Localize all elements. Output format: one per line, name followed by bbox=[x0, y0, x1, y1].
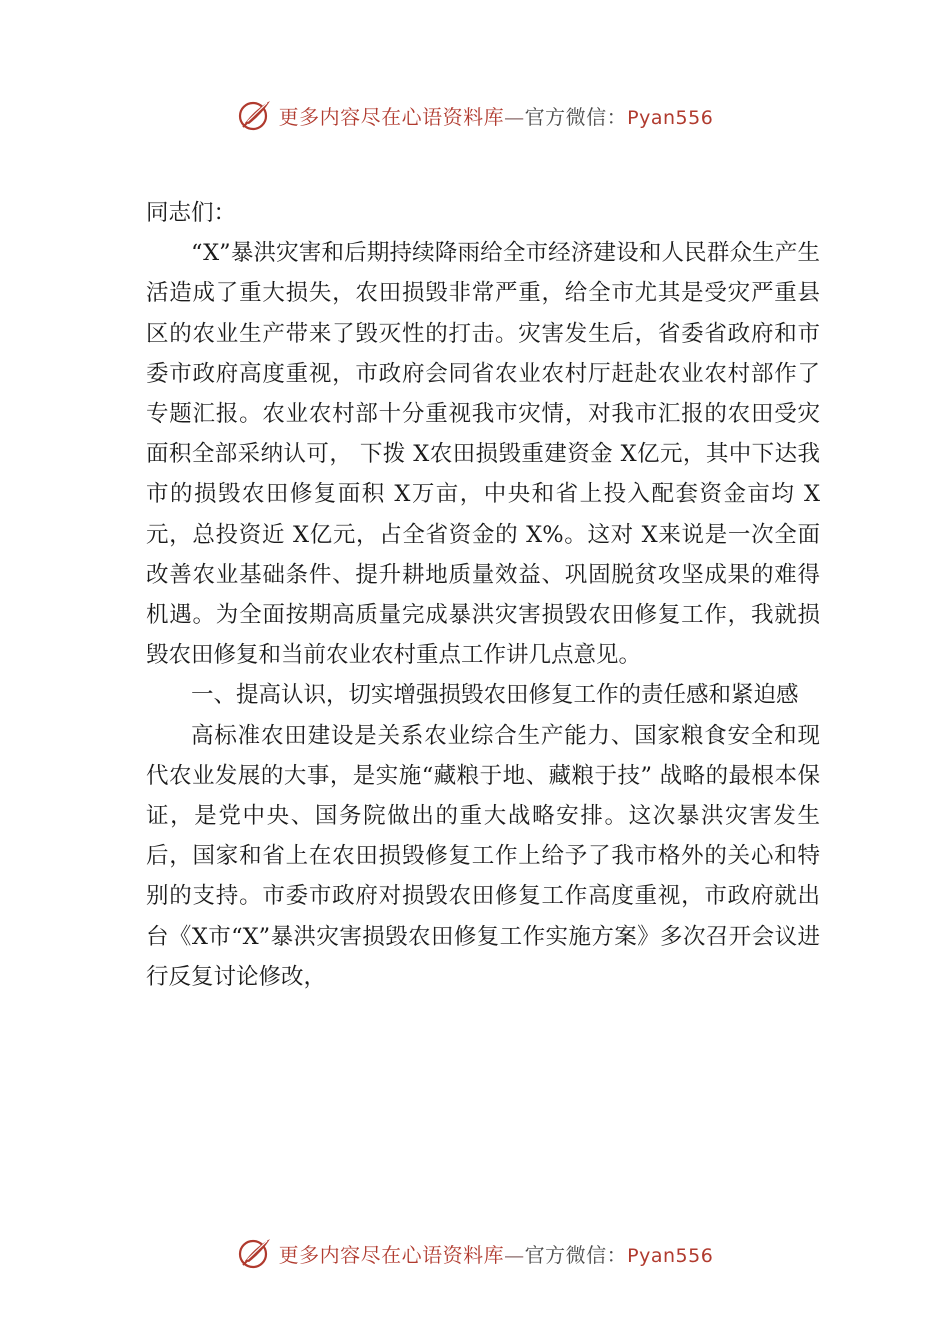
footer-watermark bbox=[0, 1233, 950, 1273]
watermark-brand: 更多内容尽在心语资料库 bbox=[278, 1242, 505, 1267]
paragraph-body: 高标准农田建设是关系农业综合生产能力、国家粮食安全和现代农业发展的大事，是实施“藏粮于地、藏粮于技” 战略的最根本保证，是党中央、国务院做出的重大战略安排。这次暴洪灾害发生后，国家和省上在农田损毁修复工作上给予了我市格外的关心和特别的支持。市委市政府对损毁农田修复工作高度重视，市政府就出台《X市“X”暴洪灾害损毁农田修复工作实施方案》多次召开会议进行反复讨论修改， bbox=[146, 722, 820, 990]
salutation: 同志们： bbox=[146, 200, 237, 226]
header-watermark bbox=[0, 95, 950, 135]
watermark-text bbox=[279, 1239, 714, 1268]
watermark-brand: 更多内容尽在心语资料库 bbox=[278, 104, 505, 129]
watermark-separator: — bbox=[504, 1242, 525, 1267]
watermark-separator: — bbox=[504, 104, 525, 129]
watermark-wechat-id: Pyan556 bbox=[627, 1244, 714, 1267]
watermark-group bbox=[237, 1235, 714, 1271]
quill-circle-logo-icon bbox=[237, 97, 273, 133]
section-heading: 一、提高认识，切实增强损毁农田修复工作的责任感和紧迫感 bbox=[191, 682, 799, 709]
watermark-text bbox=[279, 101, 714, 130]
watermark-group bbox=[237, 97, 714, 133]
paragraph-intro: “X”暴洪灾害和后期持续降雨给全市经济建设和人民群众生产生活造成了重大损失，农田损毁非常严重，给全市尤其是受灾严重县区的农业生产带来了毁灭性的打击。灾害发生后，省委省政府和市委市政府高度重视，市政府会同省农业农村厅赶赴农业农村部作了专题汇报。农业农村部十分重视我市灾情，对我市汇报的农田受灾面积全部采纳认可， 下拨 X农田损毁重建资金 X亿元，其中下达我市的损毁农田修复面积 X万亩，中央和省上投入配套资金亩均 X元，总投资近 X亿元，占全省资金的 X%。这对 X来说是一次全面改善农业基础条件、提升耕地质量效益、巩固脱贫攻坚成果的难得机遇。为全面按期高质量完成暴洪灾害损毁农田修复工作，我就损毁农田修复和当前农业农村重点工作讲几点意见。 bbox=[146, 240, 820, 669]
quill-circle-logo-icon bbox=[237, 1235, 273, 1271]
watermark-wechat-id: Pyan556 bbox=[627, 106, 714, 129]
watermark-label: 官方微信： bbox=[524, 1242, 628, 1267]
watermark-label: 官方微信： bbox=[524, 104, 628, 129]
document-body bbox=[146, 193, 820, 997]
